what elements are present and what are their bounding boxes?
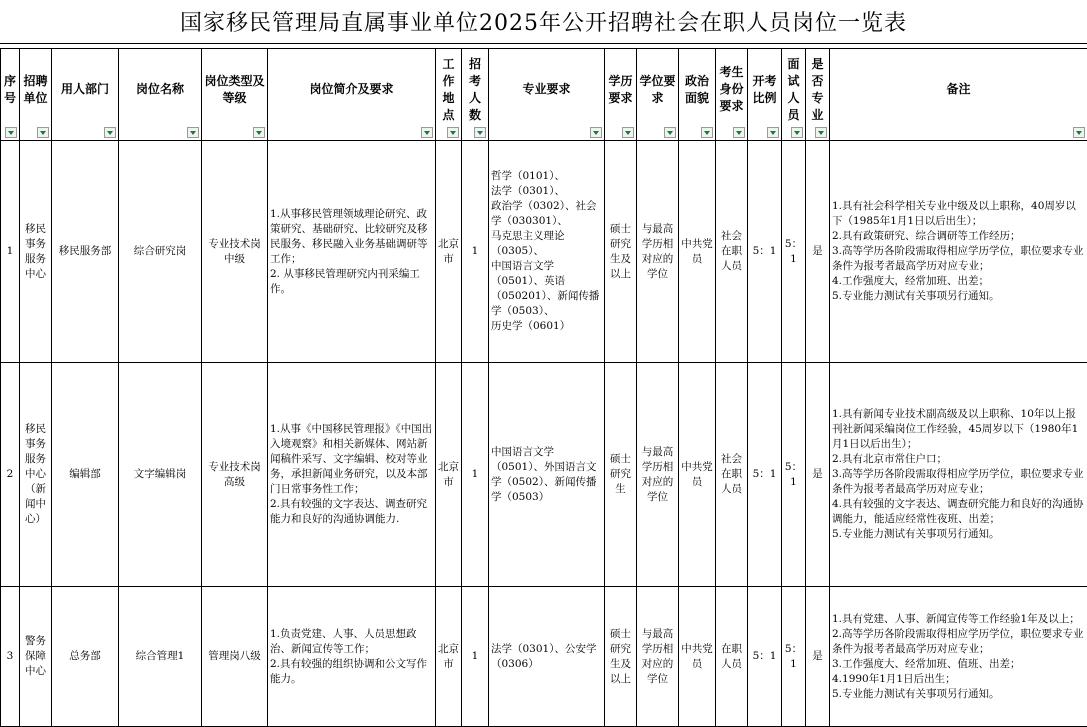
cell-count: 1 <box>462 141 489 363</box>
filter-dropdown-icon[interactable] <box>104 127 116 138</box>
cell-post: 综合研究岗 <box>119 141 202 363</box>
header-cell: 面试人员 <box>782 49 806 141</box>
filter-dropdown-icon[interactable] <box>253 127 265 138</box>
header-cell: 序号 <box>1 49 20 141</box>
cell-identity: 社会在职人员 <box>716 363 748 587</box>
filter-dropdown-icon[interactable] <box>664 127 676 138</box>
cell-interview: 5：1 <box>782 587 806 727</box>
cell-prof: 是 <box>806 587 830 727</box>
filter-dropdown-icon[interactable] <box>791 127 803 138</box>
cell-major: 法学（0301）、公安学（0306） <box>489 587 605 727</box>
header-cell: 政治面貌 <box>679 49 716 141</box>
header-cell: 岗位名称 <box>119 49 202 141</box>
positions-table <box>0 48 1087 727</box>
cell-interview: 5：1 <box>782 141 806 363</box>
header-cell: 学历要求 <box>605 49 637 141</box>
cell-political: 中共党员 <box>679 363 716 587</box>
cell-remark: 1.具有新闻专业技术副高级及以上职称、10年以上报刊社新闻采编岗位工作经验，45周岁以下（1980年1月1日以后出生）； 2.具有北京市常住户口； 3.高等学历各阶段需取得相应学历学位，职位要求专业条件为报考者最高学历对应专业； 4.具有较强的文字表达、调查研究能力和良好的沟通协调能力，能适应经常性夜班、出差； 5.专业能力测试有关事项另行通知。 <box>830 363 1087 587</box>
filter-dropdown-icon[interactable] <box>187 127 199 138</box>
cell-edu: 硕士研究生 <box>605 363 637 587</box>
header-cell: 是否专业 <box>806 49 830 141</box>
filter-dropdown-icon[interactable] <box>622 127 634 138</box>
header-cell: 招考人数 <box>462 49 489 141</box>
cell-major: 哲学（0101）、 法学（0301）、 政治学（0302）、社会学（030301）、 马克思主义理论（0305）、 中国语言文学（0501）、英语（050201）、新闻传播学（0503）、 历史学（0601） <box>489 141 605 363</box>
filter-dropdown-icon[interactable] <box>590 127 602 138</box>
filter-dropdown-icon[interactable] <box>767 127 779 138</box>
header-cell: 招聘单位 <box>20 49 52 141</box>
header-row <box>1 49 1087 141</box>
filter-dropdown-icon[interactable] <box>733 127 745 138</box>
cell-interview: 5：1 <box>782 363 806 587</box>
cell-degree: 与最高学历相对应的学位 <box>637 363 679 587</box>
filter-dropdown-icon[interactable] <box>701 127 713 138</box>
header-cell: 专业要求 <box>489 49 605 141</box>
filter-dropdown-icon[interactable] <box>5 127 17 138</box>
cell-post: 综合管理1 <box>119 587 202 727</box>
table-row <box>1 363 1087 587</box>
cell-no: 3 <box>1 587 20 727</box>
header-cell: 岗位类型及等级 <box>202 49 268 141</box>
table-row <box>1 141 1087 363</box>
table-row <box>1 587 1087 727</box>
cell-post: 文字编辑岗 <box>119 363 202 587</box>
cell-place: 北京市 <box>436 587 462 727</box>
cell-political: 中共党员 <box>679 141 716 363</box>
cell-intro: 1.从事移民管理领域理论研究、政策研究、基础研究、比较研究及移民服务、移民融入业务基础调研等工作； 2. 从事移民管理研究内刊采编工作。 <box>268 141 436 363</box>
cell-ratio: 5：1 <box>748 141 782 363</box>
cell-dept: 移民服务部 <box>52 141 119 363</box>
header-cell: 学位要求 <box>637 49 679 141</box>
cell-count: 1 <box>462 587 489 727</box>
header-cell: 用人部门 <box>52 49 119 141</box>
cell-unit: 警务保障中心 <box>20 587 52 727</box>
cell-no: 2 <box>1 363 20 587</box>
cell-place: 北京市 <box>436 363 462 587</box>
cell-ratio: 5：1 <box>748 587 782 727</box>
filter-dropdown-icon[interactable] <box>815 127 827 138</box>
cell-degree: 与最高学历相对应的学位 <box>637 141 679 363</box>
cell-ratio: 5：1 <box>748 363 782 587</box>
filter-dropdown-icon[interactable] <box>421 127 433 138</box>
cell-prof: 是 <box>806 363 830 587</box>
cell-identity: 在职人员 <box>716 587 748 727</box>
cell-prof: 是 <box>806 141 830 363</box>
cell-major: 中国语言文学（0501）、外国语言文学（0502）、新闻传播学（0503） <box>489 363 605 587</box>
header-cell: 工作地点 <box>436 49 462 141</box>
cell-political: 中共党员 <box>679 587 716 727</box>
cell-intro: 1.从事《中国移民管理报》《中国出入境观察》和相关新媒体、网站新闻稿件采写、文字编辑、校对等业务，承担新闻业务研究，以及本部门日常事务性工作； 2.具有较强的文字表达、调查研究能力和良好的沟通协调能力. <box>268 363 436 587</box>
page-title: 国家移民管理局直属事业单位2025年公开招聘社会在职人员岗位一览表 <box>0 0 1087 44</box>
cell-degree: 与最高学历相对应的学位 <box>637 587 679 727</box>
cell-unit: 移民事务服务中心（新闻中心） <box>20 363 52 587</box>
cell-no: 1 <box>1 141 20 363</box>
cell-identity: 社会在职人员 <box>716 141 748 363</box>
filter-dropdown-icon[interactable] <box>37 127 49 138</box>
cell-intro: 1.负责党建、人事、人员思想政治、新闻宣传等工作； 2.具有较强的组织协调和公文写作能力。 <box>268 587 436 727</box>
header-cell: 备注 <box>830 49 1087 141</box>
cell-type: 专业技术岗高级 <box>202 363 268 587</box>
cell-remark: 1.具有社会科学相关专业中级及以上职称，40周岁以下（1985年1月1日以后出生）； 2.具有政策研究、综合调研等工作经历； 3.高等学历各阶段需取得相应学历学位，职位要求专业条件为报考者最高学历对应专业； 4.工作强度大，经常加班、出差； 5.专业能力测试有关事项另行通知。 <box>830 141 1087 363</box>
cell-remark: 1.具有党建、人事、新闻宣传等工作经验1年及以上； 2.高等学历各阶段需取得相应学历学位，职位要求专业条件为报考者最高学历对应专业； 3.工作强度大、经常加班、值班、出差； 4.1990年1月1日后出生； 5.专业能力测试有关事项另行通知。 <box>830 587 1087 727</box>
header-cell: 开考比例 <box>748 49 782 141</box>
cell-dept: 编辑部 <box>52 363 119 587</box>
filter-dropdown-icon[interactable] <box>474 127 486 138</box>
cell-unit: 移民事务服务中心 <box>20 141 52 363</box>
cell-edu: 硕士研究生及以上 <box>605 587 637 727</box>
header-cell: 岗位简介及要求 <box>268 49 436 141</box>
cell-dept: 总务部 <box>52 587 119 727</box>
cell-type: 专业技术岗中级 <box>202 141 268 363</box>
filter-dropdown-icon[interactable] <box>1073 127 1085 138</box>
filter-dropdown-icon[interactable] <box>447 127 459 138</box>
cell-count: 1 <box>462 363 489 587</box>
cell-place: 北京市 <box>436 141 462 363</box>
header-cell: 考生身份要求 <box>716 49 748 141</box>
cell-type: 管理岗八级 <box>202 587 268 727</box>
cell-edu: 硕士研究生及以上 <box>605 141 637 363</box>
